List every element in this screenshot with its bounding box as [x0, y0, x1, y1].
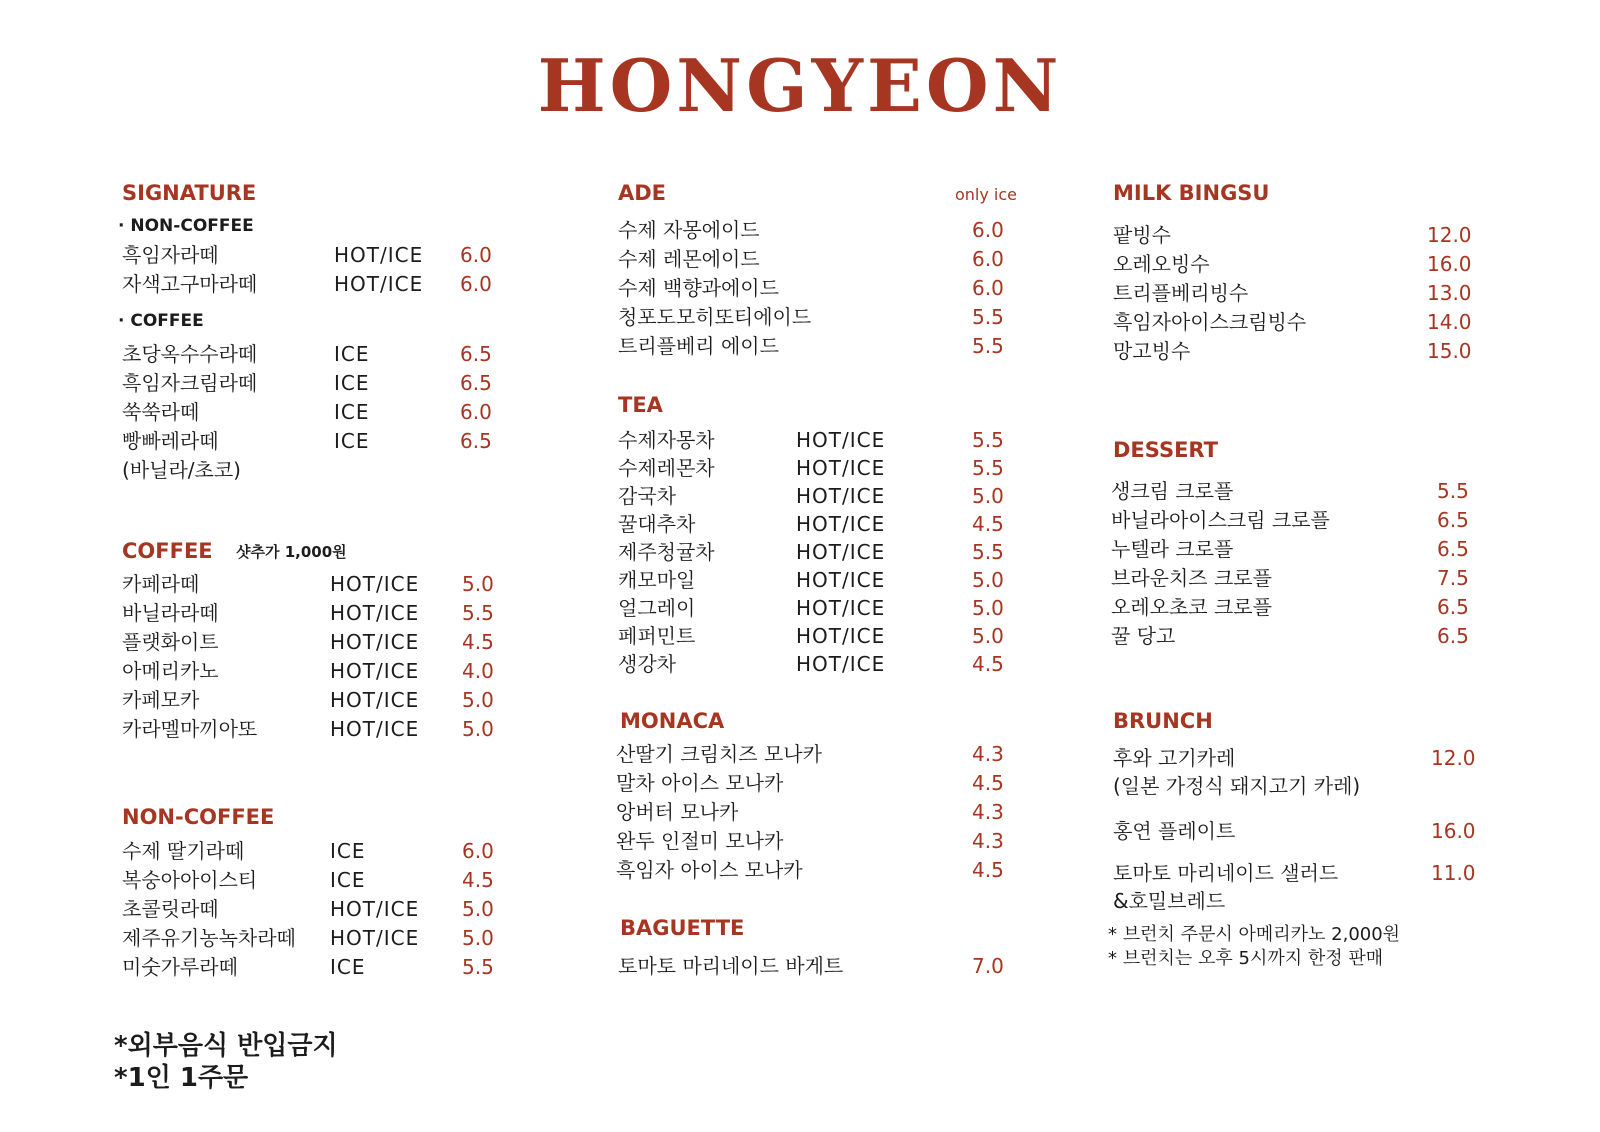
item-price: 13.0	[1427, 281, 1472, 305]
item-name: 카페모카	[122, 688, 200, 712]
item-price: 6.5	[460, 371, 492, 395]
ade-heading: ADE	[618, 181, 667, 205]
item-name: 오레오초코 크로플	[1111, 595, 1272, 619]
item-price: 6.0	[972, 218, 1004, 242]
signature-noncoffee-label: · NON-COFFEE	[118, 216, 254, 236]
item-type: HOT/ICE	[330, 630, 420, 654]
item-price: 6.5	[460, 429, 492, 453]
item-name: 바닐라아이스크림 크로플	[1111, 508, 1330, 532]
item-type: HOT/ICE	[334, 272, 424, 296]
item-price: 7.0	[972, 954, 1004, 978]
item-name: 카라멜마끼아또	[122, 717, 258, 741]
coffee-shot-note: 샷추가 1,000원	[236, 543, 347, 561]
item-type: ICE	[330, 955, 366, 979]
item-name: 수제 레몬에이드	[618, 247, 760, 271]
item-price: 15.0	[1427, 339, 1472, 363]
item-name: 미숫가루라떼	[122, 955, 238, 979]
item-type: HOT/ICE	[796, 652, 886, 676]
one-order-per-person-note: *1인 1주문	[114, 1063, 249, 1093]
item-type: HOT/ICE	[796, 568, 886, 592]
brunch-americano-note: * 브런치 주문시 아메리카노 2,000원	[1108, 924, 1401, 945]
item-price: 14.0	[1427, 310, 1472, 334]
item-name: 흑임자아이스크림빙수	[1113, 310, 1307, 334]
item-price: 6.0	[972, 247, 1004, 271]
item-price: 6.0	[460, 272, 492, 296]
item-name: 후와 고기카레	[1113, 746, 1236, 770]
item-price: 5.5	[972, 456, 1004, 480]
item-price: 5.5	[972, 305, 1004, 329]
item-price: 4.5	[972, 652, 1004, 676]
item-type: HOT/ICE	[330, 659, 420, 683]
item-price: 6.5	[1437, 624, 1469, 648]
item-price: 16.0	[1427, 252, 1472, 276]
item-name: 초당옥수수라떼	[122, 342, 258, 366]
item-price: 5.0	[972, 484, 1004, 508]
item-name: 브라운치즈 크로플	[1111, 566, 1272, 590]
ade-only-ice-note: only ice	[955, 185, 1018, 204]
item-name: 제주유기농녹차라떼	[122, 926, 296, 950]
item-type: HOT/ICE	[330, 926, 420, 950]
item-name: 팥빙수	[1113, 223, 1171, 247]
item-subtext: &호밀브레드	[1113, 889, 1226, 913]
house-rules	[114, 1030, 338, 1094]
item-name: 복숭아아이스티	[122, 868, 258, 892]
item-price: 4.3	[972, 742, 1004, 766]
item-price: 6.5	[1437, 595, 1469, 619]
item-name: 제주청귤차	[618, 540, 715, 564]
monaca-heading: MONACA	[620, 709, 725, 733]
noncoffee-heading: NON-COFFEE	[122, 805, 275, 829]
no-outside-food-note: *외부음식 반입금지	[114, 1031, 338, 1061]
item-type: HOT/ICE	[796, 456, 886, 480]
item-name: 청포도모히또티에이드	[618, 305, 812, 329]
item-name: 수제자몽차	[618, 428, 715, 452]
item-name: 홍연 플레이트	[1113, 819, 1236, 843]
item-name: 앙버터 모나카	[616, 800, 739, 824]
item-price: 6.5	[1437, 537, 1469, 561]
baguette-heading: BAGUETTE	[620, 916, 745, 940]
item-name: 완두 인절미 모나카	[616, 829, 784, 853]
item-type: HOT/ICE	[330, 688, 420, 712]
item-name: 흑임자 아이스 모나카	[616, 858, 803, 882]
item-subtext: (바닐라/초코)	[122, 458, 241, 482]
item-name: 꿀 당고	[1111, 624, 1176, 648]
item-price: 5.5	[1437, 479, 1469, 503]
item-name: 페퍼민트	[618, 624, 696, 648]
item-price: 16.0	[1431, 819, 1476, 843]
item-price: 7.5	[1437, 566, 1469, 590]
brunch-hours-note: * 브런치는 오후 5시까지 한정 판매	[1108, 948, 1384, 969]
item-type: HOT/ICE	[796, 484, 886, 508]
item-type: HOT/ICE	[330, 897, 420, 921]
item-type: HOT/ICE	[330, 717, 420, 741]
item-price: 4.5	[462, 630, 494, 654]
brunch-heading: BRUNCH	[1113, 709, 1213, 733]
item-name: 말차 아이스 모나카	[616, 771, 784, 795]
item-name: 망고빙수	[1113, 339, 1191, 363]
item-type: HOT/ICE	[330, 601, 420, 625]
item-name: 흑임자라떼	[122, 243, 219, 267]
item-price: 5.0	[462, 572, 494, 596]
item-price: 6.0	[462, 839, 494, 863]
item-name: 트리플베리빙수	[1113, 281, 1249, 305]
item-type: ICE	[334, 342, 370, 366]
item-name: 초콜릿라떼	[122, 897, 219, 921]
item-type: ICE	[334, 429, 370, 453]
item-price: 5.0	[462, 688, 494, 712]
item-name: 수제 백향과에이드	[618, 276, 779, 300]
milk-bingsu-heading: MILK BINGSU	[1113, 181, 1270, 205]
item-name: 꿀대추차	[618, 512, 696, 536]
item-type: HOT/ICE	[796, 512, 886, 536]
item-name: 오레오빙수	[1113, 252, 1210, 276]
item-price: 12.0	[1431, 746, 1476, 770]
item-price: 4.5	[972, 858, 1004, 882]
item-price: 4.3	[972, 800, 1004, 824]
item-price: 5.0	[462, 897, 494, 921]
item-price: 5.5	[462, 955, 494, 979]
signature-coffee-label: · COFFEE	[118, 311, 204, 331]
coffee-heading: COFFEE	[122, 539, 213, 563]
item-price: 5.0	[462, 717, 494, 741]
cafe-title: HONGYEON	[537, 43, 1063, 128]
item-name: 자색고구마라떼	[122, 272, 258, 296]
item-name: 수제레몬차	[618, 456, 715, 480]
item-name: 트리플베리 에이드	[618, 334, 779, 358]
item-price: 4.5	[972, 771, 1004, 795]
item-type: ICE	[334, 371, 370, 395]
item-price: 5.5	[972, 428, 1004, 452]
item-name: 아메리카노	[122, 659, 219, 683]
item-name: 바닐라라떼	[122, 601, 219, 625]
item-name: 쑥쑥라떼	[122, 400, 200, 424]
item-price: 5.0	[972, 624, 1004, 648]
item-subtext: (일본 가정식 돼지고기 카레)	[1113, 774, 1361, 798]
item-price: 4.5	[462, 868, 494, 892]
item-name: 생크림 크로플	[1111, 479, 1234, 503]
item-type: HOT/ICE	[796, 624, 886, 648]
item-price: 5.0	[972, 568, 1004, 592]
item-price: 5.0	[462, 926, 494, 950]
item-name: 캐모마일	[618, 568, 696, 592]
item-name: 얼그레이	[618, 596, 696, 620]
item-name: 수제 딸기라떼	[122, 839, 245, 863]
item-price: 4.3	[972, 829, 1004, 853]
tea-heading: TEA	[618, 393, 663, 417]
item-type: HOT/ICE	[796, 540, 886, 564]
item-name: 카페라떼	[122, 572, 200, 596]
item-type: HOT/ICE	[330, 572, 420, 596]
item-type: ICE	[330, 839, 366, 863]
item-price: 11.0	[1431, 861, 1476, 885]
item-name: 플랫화이트	[122, 630, 219, 654]
item-name: 빵빠레라떼	[122, 429, 219, 453]
item-price: 6.0	[460, 243, 492, 267]
item-name: 흑임자크림라떼	[122, 371, 258, 395]
item-price: 12.0	[1427, 223, 1472, 247]
item-price: 5.5	[972, 540, 1004, 564]
item-name: 생강차	[618, 652, 676, 676]
item-price: 5.5	[462, 601, 494, 625]
item-name: 수제 자몽에이드	[618, 218, 760, 242]
item-type: HOT/ICE	[334, 243, 424, 267]
item-price: 6.5	[460, 342, 492, 366]
signature-heading: SIGNATURE	[122, 181, 257, 205]
item-price: 4.0	[462, 659, 494, 683]
item-name: 감국차	[618, 484, 676, 508]
item-price: 6.0	[972, 276, 1004, 300]
item-price: 4.5	[972, 512, 1004, 536]
item-price: 5.0	[972, 596, 1004, 620]
item-name: 누텔라 크로플	[1111, 537, 1234, 561]
item-type: ICE	[334, 400, 370, 424]
item-price: 6.5	[1437, 508, 1469, 532]
item-type: HOT/ICE	[796, 596, 886, 620]
item-price: 5.5	[972, 334, 1004, 358]
item-name: 산딸기 크림치즈 모나카	[616, 742, 822, 766]
item-type: ICE	[330, 868, 366, 892]
item-name: 토마토 마리네이드 바게트	[618, 954, 844, 978]
item-price: 6.0	[460, 400, 492, 424]
item-name: 토마토 마리네이드 샐러드	[1113, 861, 1339, 885]
dessert-heading: DESSERT	[1113, 438, 1218, 462]
item-type: HOT/ICE	[796, 428, 886, 452]
